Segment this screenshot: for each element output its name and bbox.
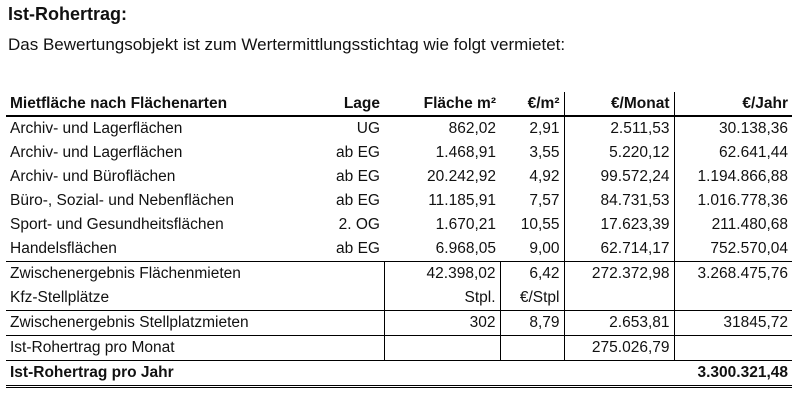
subtotal-parking-label: Zwischenergebnis Stellplatzmieten xyxy=(6,311,384,336)
parking-label: Kfz-Stellplätze xyxy=(10,289,110,306)
location-cell: 2. OG xyxy=(338,216,380,233)
per-m2-cell: 9,00 xyxy=(529,240,560,257)
per-year-cell: 62.641,44 xyxy=(674,141,792,165)
per-year-cell: 1.016.778,36 xyxy=(674,189,792,213)
column-header-per-year: €/Jahr xyxy=(674,92,792,116)
yearly-total-label: Ist-Rohertrag pro Jahr xyxy=(6,361,384,387)
column-header-per-m2: €/m² xyxy=(500,92,564,116)
area-cell: 6.968,05 xyxy=(435,240,496,257)
monthly-total-empty-area xyxy=(384,336,500,361)
table-row xyxy=(6,237,792,262)
intro-text: Das Bewertungsobjekt ist zum Wertermittlungsstichtag wie folgt vermietet: xyxy=(8,35,566,54)
parking-header-row xyxy=(6,286,792,311)
per-m2-cell: 7,57 xyxy=(529,192,560,209)
subtotal-areas-per-month: 272.372,98 xyxy=(564,262,674,287)
subtotal-areas-per-m2: 6,42 xyxy=(500,262,564,287)
location-cell: ab EG xyxy=(336,168,380,185)
table-row xyxy=(6,141,792,165)
rent-table xyxy=(6,92,792,388)
per-year-cell: 211.480,68 xyxy=(674,213,792,237)
monthly-total-empty-year xyxy=(674,336,792,361)
yearly-total-value: 3.300.321,48 xyxy=(674,361,792,387)
area-cell: 11.185,91 xyxy=(428,192,496,209)
yearly-total-empty-month xyxy=(564,361,674,387)
per-month-cell: 2.511,53 xyxy=(564,116,674,141)
column-header-area-type: Mietfläche nach Flächenarten xyxy=(6,92,274,116)
per-m2-cell: 3,55 xyxy=(529,144,560,161)
yearly-total-empty-rate xyxy=(500,361,564,387)
subtotal-parking-per-unit: 8,79 xyxy=(500,311,564,336)
monthly-total-empty-rate xyxy=(500,336,564,361)
table-row xyxy=(6,116,792,141)
subtotal-areas-row xyxy=(6,262,792,287)
area-type-cell: Büro-, Sozial- und Nebenflächen xyxy=(10,192,235,209)
area-cell: 862,02 xyxy=(448,120,496,137)
per-m2-cell: 4,92 xyxy=(529,168,560,185)
area-type-cell: Sport- und Gesundheitsflächen xyxy=(10,216,224,233)
table-header-row xyxy=(6,92,792,116)
table-row xyxy=(6,189,792,213)
location-cell: UG xyxy=(356,120,380,137)
subtotal-areas-area: 42.398,02 xyxy=(384,262,500,287)
per-month-cell: 84.731,53 xyxy=(564,189,674,213)
per-m2-cell: 2,91 xyxy=(529,120,560,137)
section-heading: Ist-Rohertrag: xyxy=(8,4,128,24)
per-year-cell: 752.570,04 xyxy=(674,237,792,262)
subtotal-parking-per-year: 31845,72 xyxy=(674,311,792,336)
location-cell: ab EG xyxy=(336,144,380,161)
area-type-cell: Archiv- und Lagerflächen xyxy=(10,144,183,161)
area-cell: 1.468,91 xyxy=(435,144,496,161)
subtotal-parking-per-month: 2.653,81 xyxy=(564,311,674,336)
table-row xyxy=(6,165,792,189)
subtotal-parking-row xyxy=(6,311,792,336)
subtotal-areas-per-year: 3.268.475,76 xyxy=(674,262,792,287)
area-cell: 1.670,21 xyxy=(435,216,496,233)
column-header-per-month: €/Monat xyxy=(564,92,674,116)
per-month-cell: 5.220,12 xyxy=(564,141,674,165)
yearly-total-empty-area xyxy=(384,361,500,387)
monthly-total-value: 275.026,79 xyxy=(564,336,674,361)
per-month-cell: 99.572,24 xyxy=(564,165,674,189)
table-row xyxy=(6,213,792,237)
column-header-location: Lage xyxy=(274,92,384,116)
parking-empty-year xyxy=(674,286,792,311)
per-month-cell: 62.714,17 xyxy=(564,237,674,262)
area-cell: 20.242,92 xyxy=(427,168,496,185)
per-year-cell: 30.138,36 xyxy=(674,116,792,141)
column-header-area: Fläche m² xyxy=(384,92,500,116)
parking-per-unit: €/Stpl xyxy=(500,286,564,311)
monthly-total-label: Ist-Rohertrag pro Monat xyxy=(6,336,384,361)
area-type-cell: Archiv- und Büroflächen xyxy=(10,168,176,185)
subtotal-parking-count: 302 xyxy=(384,311,500,336)
per-year-cell: 1.194.866,88 xyxy=(674,165,792,189)
per-month-cell: 17.623,39 xyxy=(564,213,674,237)
parking-empty-month xyxy=(564,286,674,311)
per-m2-cell: 10,55 xyxy=(520,216,560,233)
area-type-cell: Archiv- und Lagerflächen xyxy=(10,120,183,137)
location-cell: ab EG xyxy=(336,240,380,257)
yearly-total-row xyxy=(6,361,792,387)
parking-unit: Stpl. xyxy=(384,286,500,311)
area-type-cell: Handelsflächen xyxy=(10,240,117,257)
location-cell: ab EG xyxy=(336,192,380,209)
monthly-total-row xyxy=(6,336,792,361)
subtotal-areas-label: Zwischenergebnis Flächenmieten xyxy=(6,262,384,287)
